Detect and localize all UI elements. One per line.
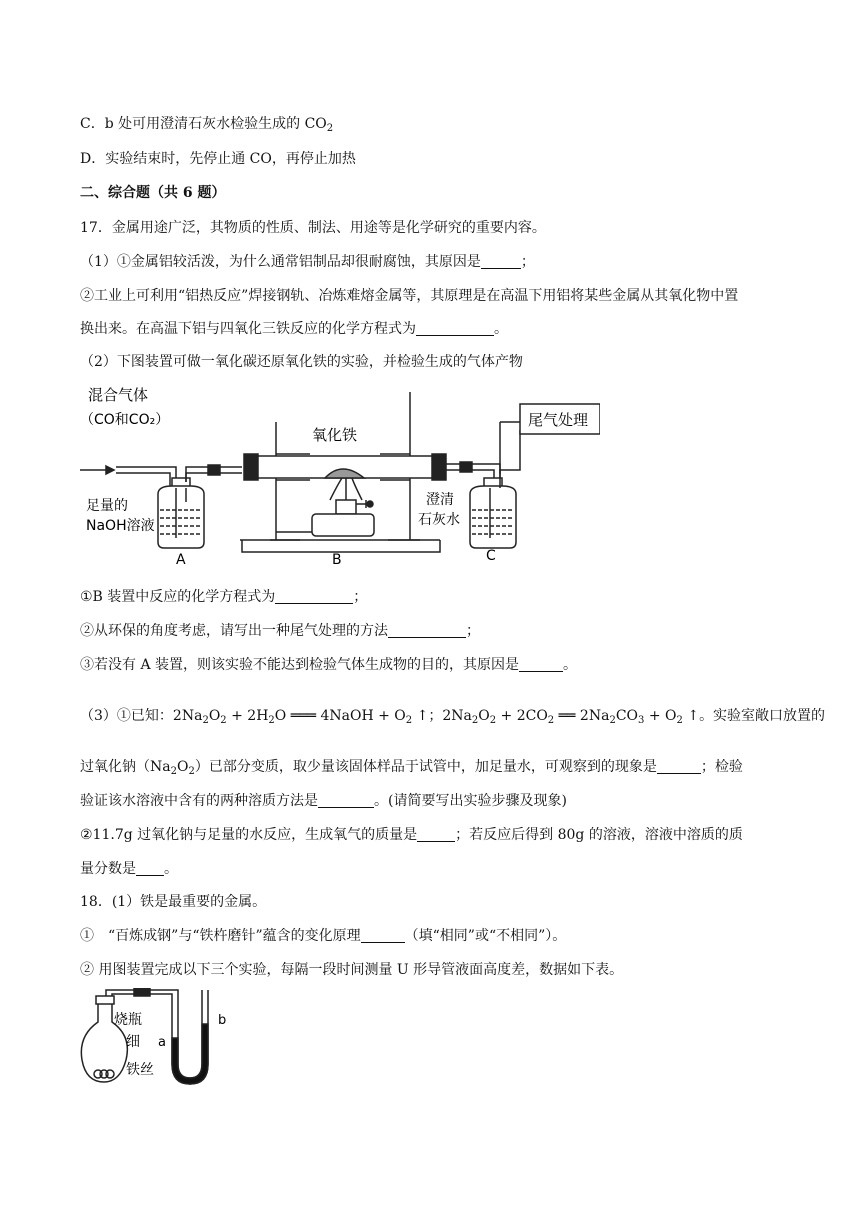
q17-p1-1-text: （1）①金属铝较活泼，为什么通常铝制品却很耐腐蚀，其原因是 [80,254,481,270]
option-d: D．实验结束时，先停止通 CO，再停止加热 [80,151,356,167]
q17-p3-after: 。实验室敞口放置的 [699,708,826,724]
q17-p3-line3 [80,790,567,810]
q17-p3-line2-text: 过氧化钠（Na [80,759,171,775]
q17-p3-2-line1 [80,824,743,844]
label-lime-1: 澄清 [426,492,454,508]
answer-blank[interactable] [657,759,701,774]
label-flask: 烧瓶 [114,1012,142,1028]
answer-blank[interactable] [136,861,164,876]
label-thin: 细 [126,1034,140,1050]
q17-p3-2-mid: ；若反应后得到 80g 的溶液，溶液中溶质的质 [455,827,743,843]
q17-p2-2-text: ②从环保的角度考虑，请写出一种尾气处理的方法 [80,623,388,639]
answer-blank[interactable] [388,623,466,638]
q17-p2-3-text: ③若没有 A 装置，则该实验不能达到检验气体生成物的目的，其原因是 [80,657,520,673]
label-mixed-gas: 混合气体 [88,386,149,404]
q17-p2-3-tail: 。 [563,657,578,673]
label-lime-2: 石灰水 [418,512,460,528]
label-a: A [176,552,186,567]
label-tail-gas: 尾气处理 [528,411,589,429]
answer-blank[interactable] [481,254,521,269]
label-ferric-oxide: 氧化铁 [312,426,358,444]
answer-blank[interactable] [519,657,563,672]
equation-1: $2Na_2O_2 + 2H_2O$ ═══ 4NaOH + $O_2$ ↑；$2Na_2O_2 + 2CO_2$ ══ $2Na_2CO_3 + O_2$ ↑ [172,708,700,726]
q18-p2: ② 用图装置完成以下三个实验，每隔一段时间测量 U 形导管液面高度差，数据如下表。 [80,962,624,978]
q17-p1-1 [80,251,535,271]
co-reduction-apparatus [80,382,600,567]
q17-p3-line3-text: 验证该水溶液中含有的两种溶质方法是 [80,793,318,809]
q17-p2-1-text: ①B 装置中反应的化学方程式为 [80,589,276,605]
answer-blank[interactable] [416,321,494,336]
q17-p3-2-line2-text: 量分数是 [80,861,136,877]
q17-p2-1 [80,586,367,606]
option-c-text: C．b 处可用澄清石灰水检验生成的 CO [80,116,327,132]
answer-blank[interactable] [417,827,455,842]
option-c [80,113,333,134]
label-a-tube: a [158,1035,166,1050]
label-iron-wire: 铁丝 [126,1062,154,1078]
q18-stem: 18．(1）铁是最重要的金属。 [80,894,267,910]
q17-p1-2-line2 [80,318,508,338]
label-naoh-2: NaOH溶液 [86,518,155,534]
q17-p3-line2-mid: O [176,759,189,775]
answer-blank[interactable] [275,589,353,604]
label-naoh-1: 足量的 [86,498,128,514]
q17-p1-2-tail: 。 [494,321,508,337]
q17-p1-2-line1: ②工业上可利用“铝热反应”焊接钢轨、冶炼难熔金属等，其原理是在高温下用铝将某些金属从其氧化物中置 [80,288,739,304]
label-b: B [332,552,342,567]
q17-p3-2-text: ②11.7g 过氧化钠与足量的水反应，生成氧气的质量是 [80,827,418,843]
q18-p1-tail: （填“相同”或“不相同”）。 [404,928,567,944]
q17-p1-2-text: 换出来。在高温下铝与四氧化三铁反应的化学方程式为 [80,321,416,337]
q17-p3-line3-tail: 。(请简要写出实验步骤及现象) [374,793,567,809]
answer-blank[interactable] [361,928,405,943]
answer-blank[interactable] [318,793,374,808]
q17-p3-2-line2-tail: 。 [164,861,178,877]
q18-p1 [80,925,566,945]
section-title: 二、综合题（共 6 题） [80,185,226,201]
q17-p3-line2-tail: ；检验 [700,759,743,775]
label-mixed-gas-formula: （CO和CO₂） [80,412,170,428]
q17-p3-2-line2 [80,858,178,878]
iron-wire-flask-apparatus [80,988,250,1088]
q17-p2-2 [80,620,480,640]
q17-p3-equations [80,705,825,726]
q17-p3-known: （3）①已知： [80,708,173,724]
q17-p2-3 [80,654,577,674]
q17-p2-2-tail: ； [466,623,480,639]
q17-p2-stem: （2）下图装置可做一氧化碳还原氧化铁的实验，并检验生成的气体产物 [80,354,523,370]
q17-stem: 17．金属用途广泛，其物质的性质、制法、用途等是化学研究的重要内容。 [80,220,546,236]
q17-p3-line2: 过氧化钠$(Na_2O_2)$已部分变质，取少量该固体样品于试管中，加足量水，可观察到的现象是 ；检验 [80,759,743,777]
q18-p1-text: ① “百炼成钢”与“铁杵磨针”蕴含的变化原理 [80,928,361,944]
label-b-tube: b [218,1013,227,1028]
q17-p3-line2-rest: ）已部分变质，取少量该固体样品于试管中，加足量水，可观察到的现象是 [194,759,657,775]
label-c: C [486,548,496,564]
option-c-sub: 2 [326,123,334,134]
q17-p1-1-tail: ； [520,254,535,270]
q17-p2-1-tail: ； [353,589,368,605]
